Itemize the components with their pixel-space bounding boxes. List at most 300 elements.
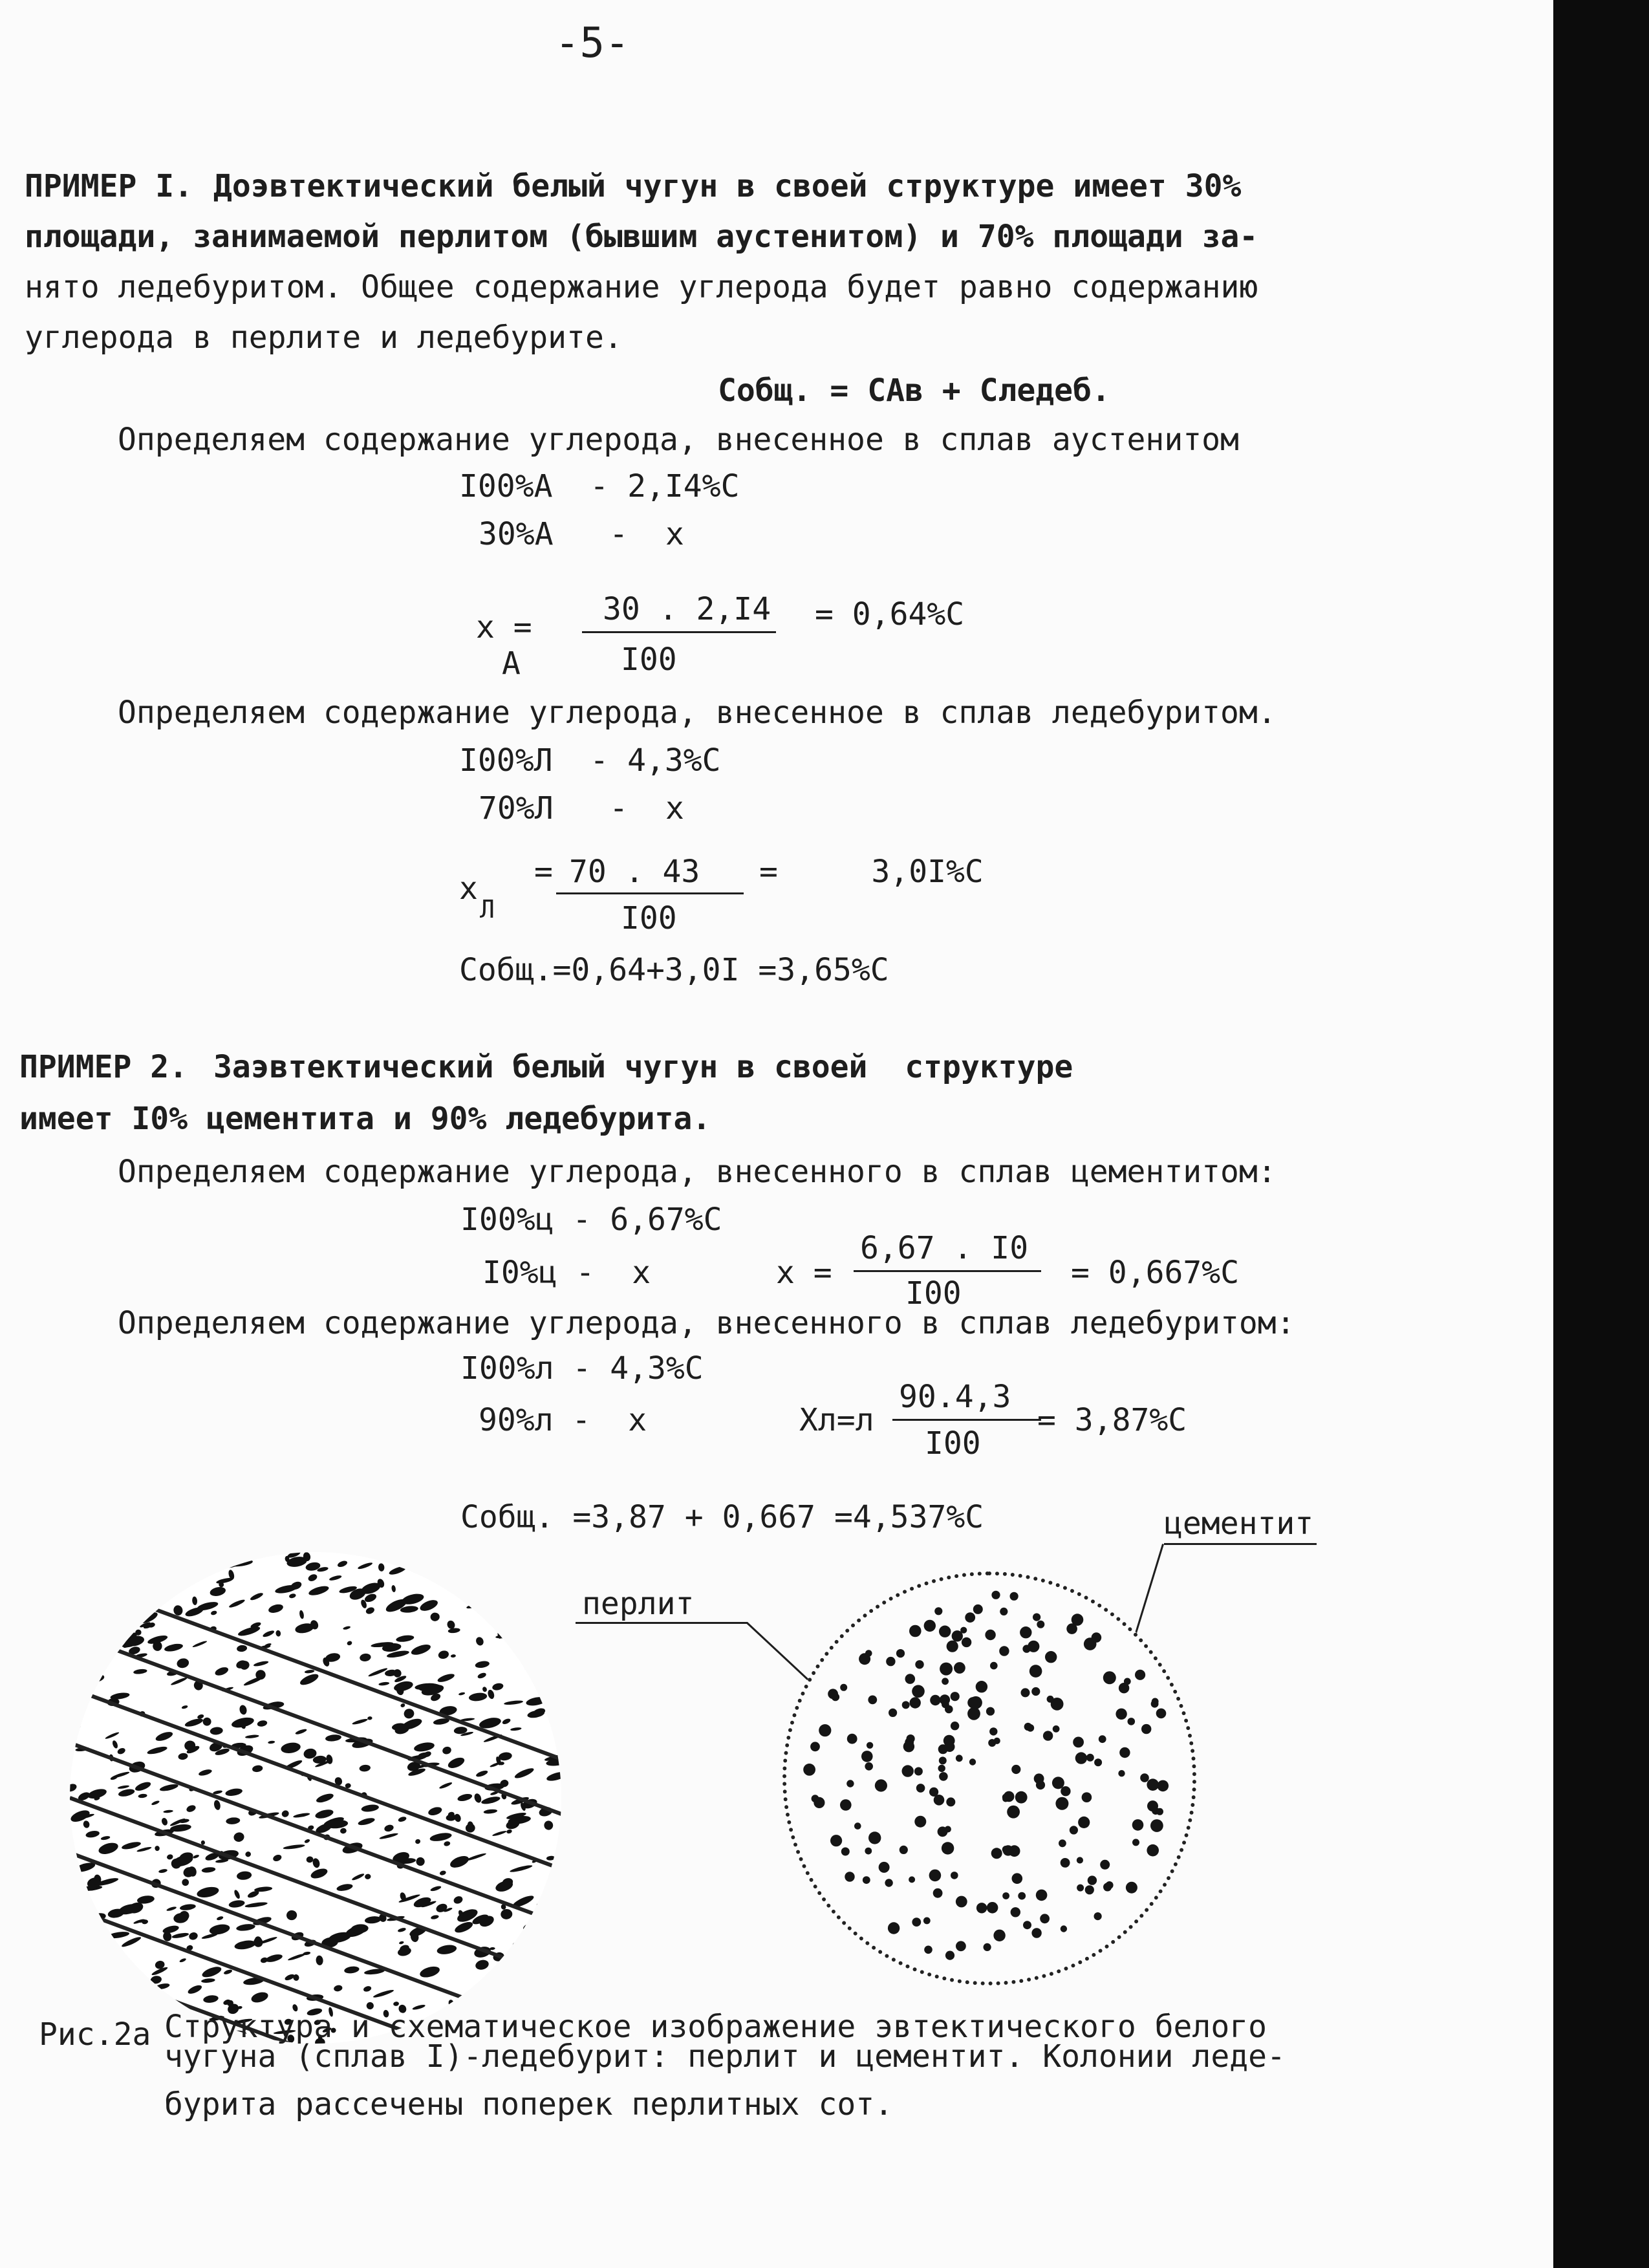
cementite-particle (930, 1695, 940, 1705)
micrograph-grain (506, 1829, 513, 1834)
proportion-line: 30%А - х (479, 516, 684, 552)
micrograph-grain (304, 1839, 310, 1844)
fraction-result: = 3,87%С (1037, 1402, 1187, 1438)
micrograph-grain (522, 1945, 541, 1956)
cementite-particle (915, 1660, 923, 1669)
fraction-bar (854, 1270, 1041, 1272)
micrograph-grain (343, 1626, 351, 1630)
micrograph-grain (299, 1610, 305, 1619)
micrograph-grain (357, 1561, 373, 1570)
cementite-particle (1106, 1881, 1114, 1889)
fraction-bar (556, 892, 744, 894)
micrograph-grain (543, 1820, 554, 1831)
micrograph-grain (237, 1645, 248, 1652)
micrograph-grain (477, 1672, 487, 1679)
cementite-particle (1103, 1671, 1116, 1684)
micrograph-grain (85, 1925, 100, 1933)
cementite-particle (973, 1604, 983, 1614)
micrograph-grain (236, 1870, 252, 1881)
micrograph-grain (403, 1708, 415, 1720)
cementite-particle (896, 1649, 905, 1658)
micrograph-grain (179, 1958, 187, 1963)
micrograph-grain (237, 1625, 261, 1637)
micrograph-grain (117, 1555, 125, 1565)
micrograph-grain (546, 1770, 561, 1782)
micrograph-grain (243, 1675, 265, 1687)
micrograph-grain (161, 1817, 169, 1826)
micrograph-grain (106, 1582, 115, 1590)
micrograph-grain (365, 1606, 375, 1615)
fraction-numerator: 90.4,3 (899, 1379, 1011, 1415)
cementite-particle (1010, 1592, 1018, 1601)
fraction-numerator: 6,67 . I0 (860, 1230, 1029, 1266)
micrograph-grain (111, 1740, 118, 1749)
micrograph-grain (113, 1614, 118, 1623)
micrograph-grain (107, 1570, 121, 1581)
micrograph-grain (308, 1584, 330, 1597)
micrograph-colony-boundary (70, 1578, 561, 1759)
cementite-particle (914, 1767, 923, 1776)
cementite-particle (962, 1637, 971, 1647)
cementite-particle (1031, 1687, 1040, 1696)
micrograph-grain (149, 1572, 170, 1584)
cementite-particle (1100, 1860, 1110, 1870)
micrograph-grain (449, 1853, 471, 1870)
micrograph-grain (117, 1785, 129, 1789)
micrograph-grain (552, 1871, 561, 1881)
cementite-particle (965, 1612, 975, 1623)
micrograph-grain (179, 1903, 196, 1911)
cementite-particle (1092, 1632, 1102, 1643)
micrograph-grain (151, 1800, 160, 1806)
example2-heading: ПРИМЕР 2. (19, 1049, 188, 1085)
micrograph-grain (158, 1868, 168, 1874)
micrograph-grain (378, 1563, 385, 1572)
micrograph-grain (509, 1615, 523, 1624)
micrograph-grain (536, 1598, 550, 1609)
micrograph-grain (352, 1718, 368, 1725)
micrograph-grain (100, 1941, 111, 1953)
example1-line: нято ледебуритом. Общее содержание углерода будет равно содержанию (25, 269, 1258, 305)
cementite-particle (1018, 1892, 1026, 1900)
micrograph-grain (427, 1806, 443, 1817)
fraction-denominator: I00 (905, 1275, 962, 1312)
cementite-particle (916, 1784, 925, 1793)
cementite-particle (1015, 1791, 1028, 1804)
cementite-particle (902, 1701, 910, 1709)
cementite-particle (924, 1620, 936, 1632)
cementite-particle (1011, 1765, 1020, 1774)
micrograph-grain (123, 1618, 142, 1628)
micrograph-grain (329, 1575, 342, 1582)
cementite-particle (909, 1876, 915, 1883)
cementite-particle (840, 1799, 852, 1811)
micrograph-grain (142, 1988, 156, 1999)
fraction-denominator: I00 (925, 1425, 981, 1462)
micrograph-grain (537, 1552, 551, 1561)
cementite-particle (885, 1879, 892, 1886)
micrograph-grain (544, 1634, 559, 1647)
cementite-particle (914, 1816, 926, 1828)
micrograph-grain (209, 1586, 226, 1597)
micrograph-grain (470, 1575, 480, 1580)
cementite-particle (1023, 1921, 1031, 1929)
micrograph-grain (113, 1610, 132, 1623)
cementite-particle (1024, 1723, 1032, 1731)
cementite-particle (1075, 1752, 1087, 1764)
micrograph-grain (479, 1589, 484, 1595)
micrograph-grain (70, 1701, 79, 1712)
cementite-particle (909, 1625, 921, 1637)
cementite-particle (1003, 1845, 1013, 1855)
cementite-particle (951, 1722, 959, 1730)
micrograph-grain (136, 1846, 152, 1853)
cementite-particle (828, 1689, 838, 1699)
micrograph-grain (368, 1667, 388, 1678)
cementite-particle (1128, 1718, 1136, 1725)
micrograph-grain (89, 1967, 113, 1978)
micrograph-grain (363, 1985, 372, 1993)
micrograph-colony-boundary (70, 1688, 561, 1869)
total-line: Cобщ.=0,64+3,0I =3,65%С (459, 952, 889, 988)
figure-caption-prefix: Рис.2а (39, 2016, 151, 2053)
cementite-particle (912, 1917, 921, 1927)
micrograph-grain (468, 1692, 488, 1702)
cementite-particle (924, 1946, 932, 1954)
micrograph-grain (525, 1696, 547, 1707)
cementite-particle (1020, 1626, 1031, 1638)
micrograph-grain (234, 1939, 257, 1950)
cementite-particle (905, 1674, 916, 1684)
cementite-particle (1150, 1819, 1163, 1832)
cementite-particle (993, 1930, 1005, 1941)
example1-line: площади, занимаемой перлитом (бывшим аустенитом) и 70% площади за- (25, 219, 1258, 255)
micrograph-grain (435, 1902, 449, 1914)
micrograph-grain (437, 1650, 449, 1660)
cementite-particle (841, 1848, 850, 1856)
micrograph-grain (122, 1556, 141, 1564)
micrograph-grain (482, 1686, 488, 1692)
micrograph-grain (544, 1911, 561, 1927)
micrograph-grain (76, 1563, 100, 1576)
cementite-particle (938, 1826, 948, 1837)
cementite-particle (1037, 1621, 1044, 1628)
micrograph-grain (144, 1568, 169, 1586)
micrograph-grain (155, 1845, 160, 1851)
cementite-particle (863, 1876, 870, 1884)
cementite-particle (912, 1685, 925, 1698)
cementite-particle (865, 1848, 872, 1855)
cementite-particle (939, 1756, 947, 1764)
micrograph-grain (88, 1923, 98, 1929)
cementite-particle (803, 1764, 815, 1776)
cementite-particle (902, 1765, 914, 1777)
cementite-particle (933, 1888, 943, 1898)
micrograph-grain (257, 1720, 268, 1727)
micrograph-grain (175, 1552, 191, 1559)
micrograph-grain (473, 1793, 482, 1804)
cementite-particle (1119, 1683, 1129, 1693)
cementite-particle (1094, 1758, 1102, 1766)
micrograph-grain (510, 1864, 533, 1873)
cementite-particle (1053, 1725, 1060, 1733)
micrograph-grain (413, 1741, 435, 1753)
micrograph-grain (226, 1817, 241, 1824)
schematic-diagram (782, 1571, 1196, 1985)
proportion-line: I00%л - 4,3%С (460, 1350, 704, 1387)
cementite-particle (1012, 1873, 1023, 1884)
micrograph-grain (502, 1965, 521, 1976)
micrograph-colony-boundary (70, 1798, 561, 1979)
micrograph-grain (79, 1642, 99, 1651)
micrograph-grain (379, 1832, 398, 1840)
cementite-particle (990, 1662, 998, 1670)
cementite-particle (1085, 1885, 1094, 1894)
micrograph-grain (228, 1598, 246, 1608)
micrograph-grain (143, 1552, 159, 1557)
total-carbon-formula: Cобщ. = CАв + Cледеб. (718, 373, 1110, 409)
micrograph-grain (107, 1629, 116, 1639)
micrograph-grain (201, 1965, 223, 1980)
micrograph-grain (339, 1828, 347, 1834)
micrograph-grain (155, 1982, 170, 1990)
cementite-particle (1077, 1857, 1083, 1863)
micrograph-grain (121, 1841, 142, 1851)
micrograph-grain (70, 1918, 85, 1931)
micrograph-grain (225, 1787, 243, 1797)
micrograph-grain (155, 1730, 174, 1743)
micrograph-grain (527, 1623, 537, 1630)
micrograph-grain (537, 1664, 552, 1672)
micrograph-grain (184, 1717, 204, 1728)
cementite-particle (976, 1903, 987, 1913)
micrograph-grain (186, 1804, 197, 1813)
micrograph-grain (361, 1804, 380, 1813)
cementite-particle (903, 1741, 914, 1752)
label-cementite: цементит (1164, 1506, 1314, 1542)
micrograph-image (70, 1552, 561, 2044)
micrograph-grain (512, 1942, 519, 1950)
fraction-subscript: А (502, 645, 521, 682)
cementite-particle (984, 1943, 991, 1951)
fraction-subscript: Л (480, 895, 495, 923)
fraction-denominator: I00 (621, 642, 677, 678)
micrograph-grain (140, 1980, 147, 1988)
micrograph-grain (504, 1700, 523, 1705)
micrograph-grain (91, 1674, 105, 1683)
micrograph-grain (316, 1955, 323, 1965)
cementite-particle (934, 1607, 942, 1615)
micrograph-grain (210, 1727, 223, 1736)
cementite-particle (1141, 1724, 1151, 1734)
micrograph-grain (187, 1983, 203, 1995)
cementite-particle (1140, 1773, 1149, 1782)
micrograph-grain (83, 1820, 91, 1828)
micrograph-grain (336, 1883, 354, 1892)
micrograph-grain (166, 1906, 177, 1912)
label-underline (1164, 1543, 1317, 1545)
step-text: Определяем содержание углерода, внесенного в сплав цементитом: (118, 1154, 1277, 1190)
micrograph-grain (550, 1954, 561, 1965)
cementite-particle (942, 1842, 954, 1854)
micrograph-grain (457, 1793, 473, 1802)
fraction-numerator: 70 . 43 (569, 854, 700, 890)
cementite-particle (1040, 1914, 1050, 1923)
cementite-particle (845, 1872, 854, 1881)
cementite-particle (986, 1707, 995, 1716)
micrograph-grain (288, 1593, 296, 1599)
micrograph-grain (476, 1562, 488, 1571)
micrograph-grain (554, 1656, 561, 1663)
cementite-particle (1002, 1794, 1009, 1801)
cementite-particle (951, 1872, 958, 1879)
cementite-particle (1022, 1645, 1030, 1652)
micrograph-grain (223, 1969, 233, 1975)
micrograph-grain (483, 1809, 497, 1815)
micrograph-grain (163, 1809, 173, 1813)
cementite-particle (1132, 1819, 1144, 1831)
micrograph-grain (306, 1856, 314, 1863)
cementite-particle (1088, 1875, 1097, 1885)
cementite-particle (1055, 1797, 1068, 1810)
micrograph-grain (517, 1561, 539, 1577)
fraction-numerator: 30 . 2,I4 (603, 591, 771, 627)
micrograph-grain (444, 1841, 451, 1846)
micrograph-grain (225, 1562, 239, 1569)
micrograph-grain (244, 1851, 252, 1858)
micrograph-grain (236, 1923, 256, 1932)
fraction-result: = 0,64%С (815, 596, 965, 632)
cementite-particle (938, 1765, 945, 1772)
micrograph-grain (307, 1573, 318, 1582)
cementite-particle (985, 1630, 995, 1640)
cementite-particle (1156, 1808, 1163, 1815)
micrograph-grain (100, 1835, 110, 1841)
cementite-particle (1132, 1839, 1139, 1846)
fraction-lhs: х = (476, 609, 532, 645)
micrograph-grain (502, 1718, 512, 1725)
cementite-particle (1000, 1608, 1008, 1615)
cementite-particle (945, 1742, 955, 1752)
micrograph-grain (147, 1745, 168, 1756)
micrograph-grain (70, 1702, 76, 1712)
micrograph-grain (413, 1556, 422, 1562)
cementite-particle (956, 1941, 966, 1951)
micrograph-grain (81, 1606, 100, 1620)
micrograph-grain (262, 1629, 275, 1638)
fraction-lhs: х (459, 870, 478, 907)
cementite-particle (1007, 1806, 1020, 1819)
micrograph-grain (475, 1959, 490, 1971)
cementite-particle (999, 1646, 1009, 1656)
micrograph-grain (453, 1920, 474, 1935)
cementite-particle (810, 1742, 820, 1751)
cementite-particle (865, 1762, 873, 1771)
micrograph-grain (491, 1682, 504, 1691)
cementite-particle (847, 1734, 857, 1744)
cementite-particle (861, 1751, 873, 1762)
cementite-particle (1070, 1826, 1078, 1834)
micrograph-grain (436, 1672, 455, 1684)
fraction-equals: = (534, 854, 553, 890)
micrograph-grain (71, 1612, 82, 1621)
micrograph-grain (536, 1901, 549, 1908)
cementite-particle (819, 1724, 831, 1736)
micrograph-grain (415, 1857, 426, 1867)
micrograph-grain (281, 1809, 290, 1819)
micrograph-grain (106, 1616, 119, 1628)
micrograph-grain (480, 1795, 501, 1806)
cementite-particle (1061, 1786, 1070, 1796)
micrograph-grain (372, 1989, 394, 1999)
micrograph-grain (239, 1704, 248, 1715)
cementite-particle (946, 1797, 955, 1806)
micrograph-grain (397, 1946, 413, 1958)
micrograph-grain (398, 1816, 407, 1823)
cementite-particle (923, 1917, 931, 1925)
cementite-particle (1061, 1858, 1070, 1868)
micrograph-grain (125, 1605, 146, 1617)
micrograph-grain (418, 1965, 440, 1980)
micrograph-grain (359, 1764, 371, 1772)
cementite-particle (939, 1772, 948, 1781)
micrograph-grain (548, 1552, 554, 1559)
micrograph-grain (542, 1563, 561, 1577)
micrograph-grain (351, 1873, 365, 1882)
fraction-lhs: х = (776, 1255, 832, 1291)
micrograph-grain (314, 1808, 334, 1820)
micrograph-grain (439, 1870, 446, 1876)
micrograph-grain (116, 1747, 126, 1755)
micrograph-grain (487, 1689, 495, 1700)
cementite-particle (947, 1641, 958, 1652)
cementite-particle (868, 1696, 877, 1705)
cementite-particle (967, 1707, 980, 1720)
micrograph-colony-boundary (70, 1853, 561, 2034)
micrograph-grain (364, 1916, 382, 1925)
micrograph-grain (333, 1984, 343, 1992)
micrograph-grain (510, 1603, 530, 1617)
micrograph-grain (299, 1672, 320, 1687)
micrograph-grain (388, 1565, 407, 1577)
cementite-particle (868, 1831, 881, 1844)
fraction-bar (582, 631, 776, 633)
figure-caption-line: Структура и схематическое изображение эвтектического белого (164, 2009, 1267, 2045)
micrograph-grain (460, 1577, 478, 1584)
cementite-particle (814, 1797, 824, 1808)
micrograph-grain (201, 1866, 215, 1874)
micrograph-grain (252, 1765, 263, 1773)
micrograph-grain (344, 1965, 360, 1974)
micrograph-grain (118, 1787, 135, 1797)
cementite-particle (1059, 1839, 1066, 1847)
cementite-particle (846, 1780, 854, 1787)
micrograph-grain (121, 1936, 142, 1949)
cementite-particle (1082, 1792, 1092, 1802)
micrograph-grain (532, 1667, 555, 1682)
micrograph-grain (133, 1669, 147, 1675)
cementite-particle (929, 1870, 942, 1882)
cementite-particle (954, 1662, 965, 1674)
micrograph-grain (431, 1914, 440, 1920)
micrograph-grain (513, 1766, 535, 1780)
micrograph-grain (399, 1941, 404, 1945)
micrograph-grain (410, 1643, 432, 1657)
micrograph-grain (283, 1844, 305, 1850)
micrograph-grain (364, 1874, 371, 1880)
cementite-particle (1011, 1907, 1020, 1917)
micrograph-grain (475, 1636, 485, 1647)
